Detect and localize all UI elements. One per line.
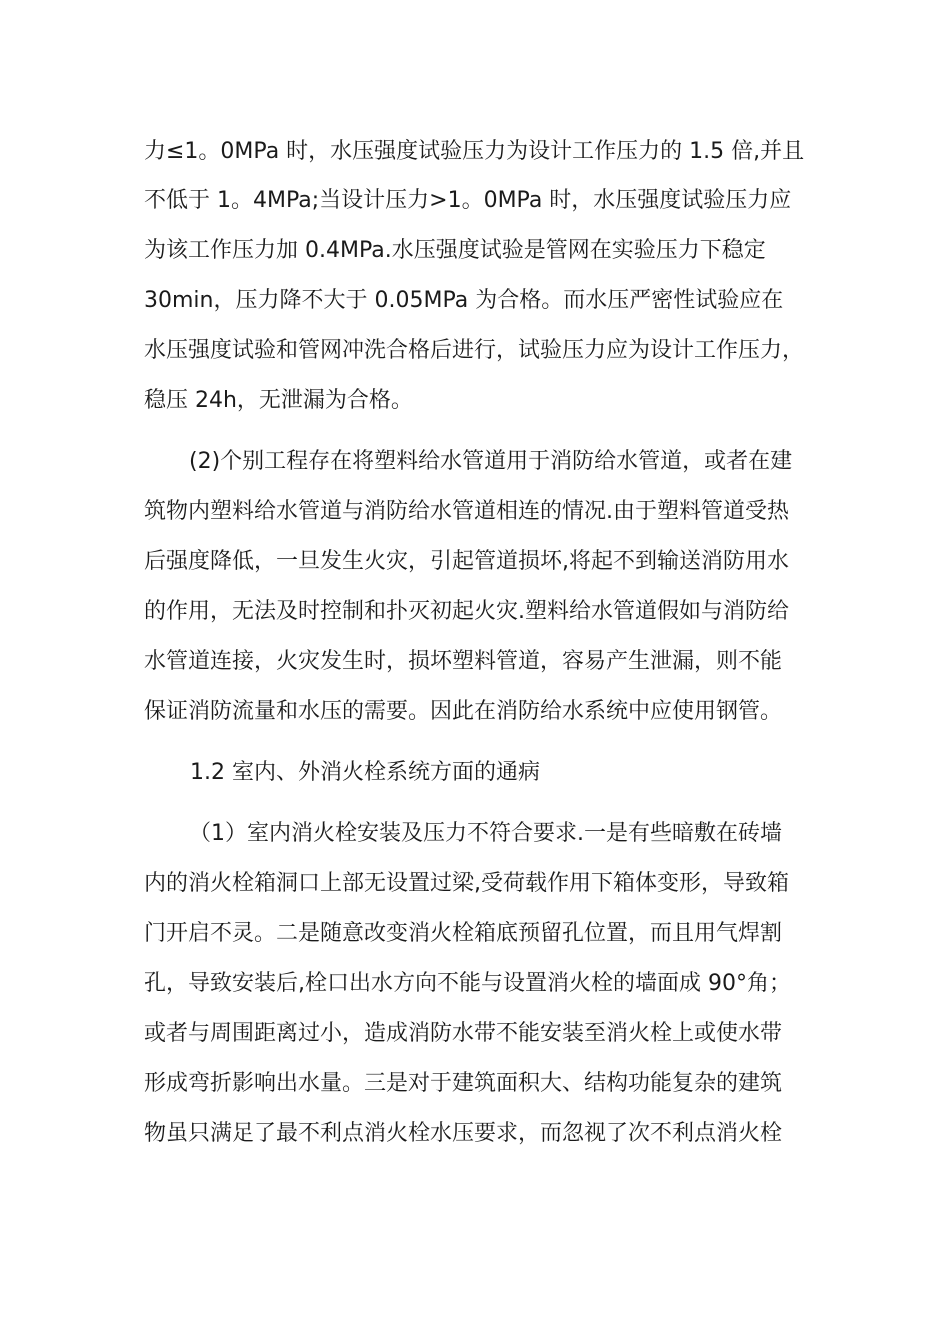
paragraph-3-line-4: 孔，导致安装后,栓口出水方向不能与设置消火栓的墙面成 90°角； [144,971,791,996]
paragraph-2-line-4: 的作用，无法及时控制和扑灭初起火灾.塑料给水管道假如与消防给 [144,599,789,624]
paragraph-3-line-3: 门开启不灵。二是随意改变消火栓箱底预留孔位置，而且用气焊割 [144,921,783,946]
paragraph-2-line-1: (2)个别工程存在将塑料给水管道用于消防给水管道，或者在建 [189,449,793,474]
paragraph-1-line-6: 稳压 24h，无泄漏为合格。 [144,388,413,413]
paragraph-1-line-3: 为该工作压力加 0.4MPa.水压强度试验是管网在实验压力下稳定 [144,238,766,263]
paragraph-2-line-5: 水管道连接，火灾发生时，损坏塑料管道，容易产生泄漏，则不能 [144,649,783,674]
paragraph-2-line-6: 保证消防流量和水压的需要。因此在消防给水系统中应使用钢管。 [144,699,783,724]
paragraph-1-line-2: 不低于 1。4MPa;当设计压力>1。0MPa 时，水压强度试验压力应 [144,188,792,213]
paragraph-2-line-3: 后强度降低，一旦发生火灾，引起管道损坏,将起不到输送消防用水 [144,549,789,574]
paragraph-1-line-4: 30min，压力降不大于 0.05MPa 为合格。而水压严密性试验应在 [144,288,784,313]
paragraph-3-line-6: 形成弯折影响出水量。三是对于建筑面积大、结构功能复杂的建筑 [144,1071,783,1096]
paragraph-3-line-1: （1）室内消火栓安装及压力不符合要求.一是有些暗敷在砖墙 [189,821,782,846]
paragraph-1-line-5: 水压强度试验和管网冲洗合格后进行，试验压力应为设计工作压力， [144,338,805,363]
paragraph-2-line-2: 筑物内塑料给水管道与消防给水管道相连的情况.由于塑料管道受热 [144,499,789,524]
paragraph-1-line-1: 力≤1。0MPa 时，水压强度试验压力为设计工作压力的 1.5 倍,并且 [144,139,805,164]
paragraph-3-line-7: 物虽只满足了最不利点消火栓水压要求，而忽视了次不利点消火栓 [144,1121,783,1146]
paragraph-3-line-5: 或者与周围距离过小，造成消防水带不能安装至消火栓上或使水带 [144,1021,783,1046]
paragraph-3-line-2: 内的消火栓箱洞口上部无设置过梁,受荷载作用下箱体变形，导致箱 [144,871,789,896]
section-heading: 1.2 室内、外消火栓系统方面的通病 [190,760,540,785]
